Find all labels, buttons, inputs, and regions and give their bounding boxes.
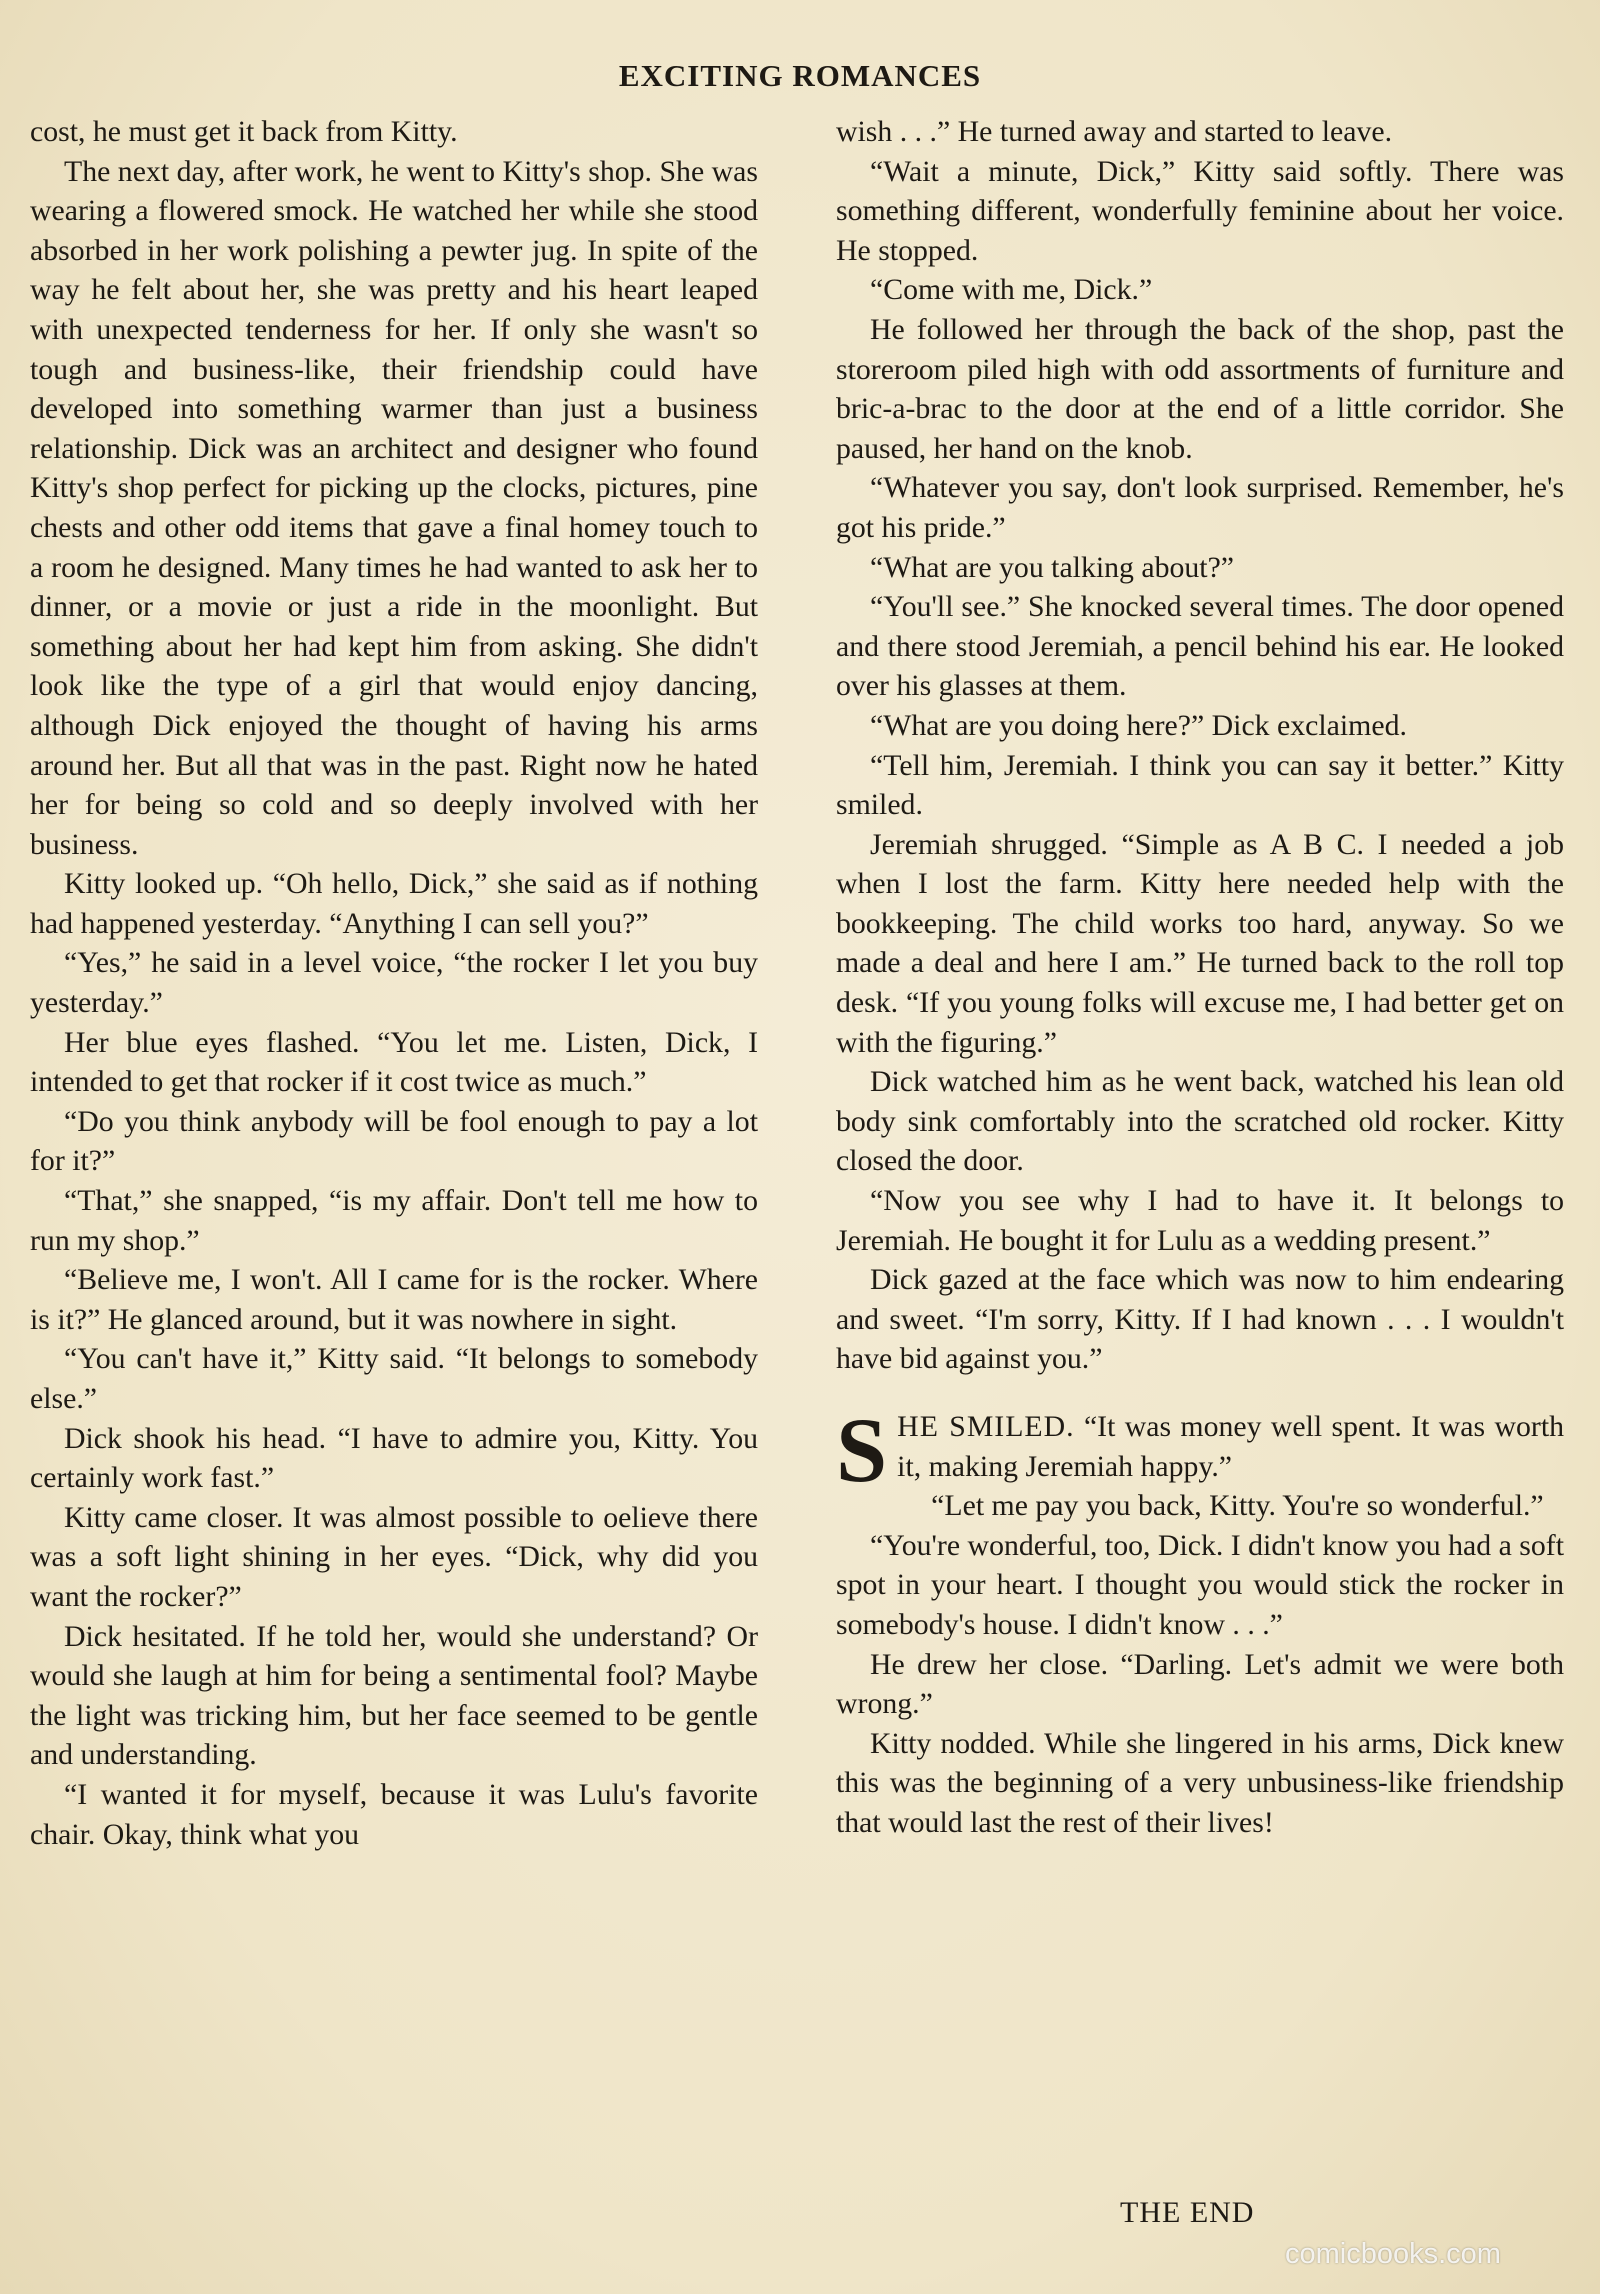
paragraph: “I wanted it for myself, because it was Lulu's favorite chair. Okay, think what you (30, 1777, 758, 1851)
paragraph: “You're wonderful, too, Dick. I didn't know you had a soft spot in your heart. I thought you would stick the rocker in somebody's house. I didn't know . . .” (836, 1528, 1564, 1641)
paragraph: cost, he must get it back from Kitty. (30, 115, 458, 148)
paragraph: “Come with me, Dick.” (870, 273, 1153, 307)
paragraph: “Tell him, Jeremiah. I think you can say it better.” Kitty smiled. (836, 748, 1564, 822)
paragraph: “What are you doing here?” Dick exclaimed. (870, 708, 1407, 742)
paragraph: He drew her close. “Darling. Let's admit we were both wrong.” (836, 1647, 1564, 1721)
watermark-text: comicbooks.com (1285, 2238, 1501, 2270)
dropcap-paragraph (836, 1399, 1564, 1501)
dropcap-letter: S (836, 1399, 888, 1501)
paragraph: “Yes,” he said in a level voice, “the rocker I let you buy yesterday.” (30, 946, 758, 1020)
paragraph: Her blue eyes flashed. “You let me. Listen, Dick, I intended to get that rocker if it cost twice as much.” (30, 1025, 758, 1099)
paragraph: Dick shook his head. “I have to admire you, Kitty. You certainly work fast.” (30, 1421, 758, 1495)
paragraph: “You can't have it,” Kitty said. “It belongs to somebody else.” (30, 1342, 758, 1415)
paragraph: Kitty looked up. “Oh hello, Dick,” she said as if nothing had happened yesterday. “Anything I can sell you?” (30, 867, 758, 940)
paragraph: Dick hesitated. If he told her, would she understand? Or would she laugh at him for being a sentimental fool? Maybe the light was tricking him, but her face seemed to be gentle and understanding. (30, 1619, 758, 1772)
right-text-column (836, 112, 1564, 1843)
paragraph: “Whatever you say, don't look surprised. Remember, he's got his pride.” (836, 471, 1564, 544)
paragraph: “Believe me, I won't. All I came for is the rocker. Where is it?” He glanced around, but it was nowhere in sight. (30, 1263, 758, 1336)
paragraph: “Do you think anybody will be fool enough to pay a lot for it?” (30, 1104, 758, 1178)
paragraph: Kitty nodded. While she lingered in his arms, Dick knew this was the beginning of a very unbusiness-like friendship that would last the rest of their lives! (836, 1726, 1564, 1839)
paragraph: “Now you see why I had to have it. It belongs to Jeremiah. He bought it for Lulu as a wedding present.” (836, 1184, 1564, 1257)
paragraph: Jeremiah shrugged. “Simple as A B C. I needed a job when I lost the farm. Kitty here needed help with the bookkeeping. The child works too hard, anyway. So we made a deal and here I am.” He turned back to the roll top desk. “If you young folks will excuse me, I had better get on with the figuring.” (836, 827, 1564, 1059)
paragraph: wish . . .” He turned away and started to leave. (836, 115, 1393, 148)
paragraph: He followed her through the back of the shop, past the storeroom piled high with odd assortments of furniture and bric-a-brac to the door at the end of a little corridor. She paused, her hand on the knob. (836, 312, 1564, 465)
paragraph: “Let me pay you back, Kitty. You're so wonderful.” (931, 1489, 1544, 1523)
paragraph: The next day, after work, he went to Kitty's shop. She was wearing a flowered smock. He watched her while she stood absorbed in her work polishing a pewter jug. In spite of the way he felt about her, she was pretty and his heart leaped with unexpected tenderness for her. If only she wasn't so tough and business-like, their friendship could have developed into something warmer than just a business relationship. Dick was an architect and designer who found Kitty's shop perfect for picking up the clocks, pictures, pine chests and other odd items that gave a final homey touch to a room he designed. Many times he had wanted to ask her to dinner, or a movie or just a ride in the moonlight. But something about her had kept him from asking. She didn't look like the type of a girl that would enjoy dancing, although Dick enjoyed the thought of having his arms around her. But all that was in the past. Right now he hated her for being so cold and so deeply involved with her business. (30, 154, 758, 861)
paragraph: “You'll see.” She knocked several times. The door opened and there stood Jeremiah, a pencil behind his ear. He looked over his glasses at them. (836, 590, 1564, 703)
page-header-title: EXCITING ROMANCES (618, 58, 982, 93)
paragraph: Dick gazed at the face which was now to him endearing and sweet. “I'm sorry, Kitty. If I had known . . . I wouldn't have bid against you.” (836, 1263, 1564, 1376)
paragraph: Kitty came closer. It was almost possible to oelieve there was a soft light shining in her eyes. “Dick, why did you want the rocker?” (30, 1500, 758, 1613)
dropcap-rest: “It was money well spent. It was worth it, making Jeremiah happy.” (897, 1410, 1564, 1483)
the-end-label: THE END (1120, 2196, 1255, 2229)
paragraph: “What are you talking about?” (870, 550, 1235, 584)
left-text-column (30, 112, 758, 1854)
paragraph: Dick watched him as he went back, watched his lean old body sink comfortably into the scratched old rocker. Kitty closed the door. (836, 1065, 1564, 1178)
dropcap-lead: HE SMILED. (897, 1410, 1075, 1443)
paragraph: “Wait a minute, Dick,” Kitty said softly. There was something different, wonderfully feminine about her voice. He stopped. (836, 154, 1564, 267)
paragraph: “That,” she snapped, “is my affair. Don't tell me how to run my shop.” (30, 1184, 758, 1257)
